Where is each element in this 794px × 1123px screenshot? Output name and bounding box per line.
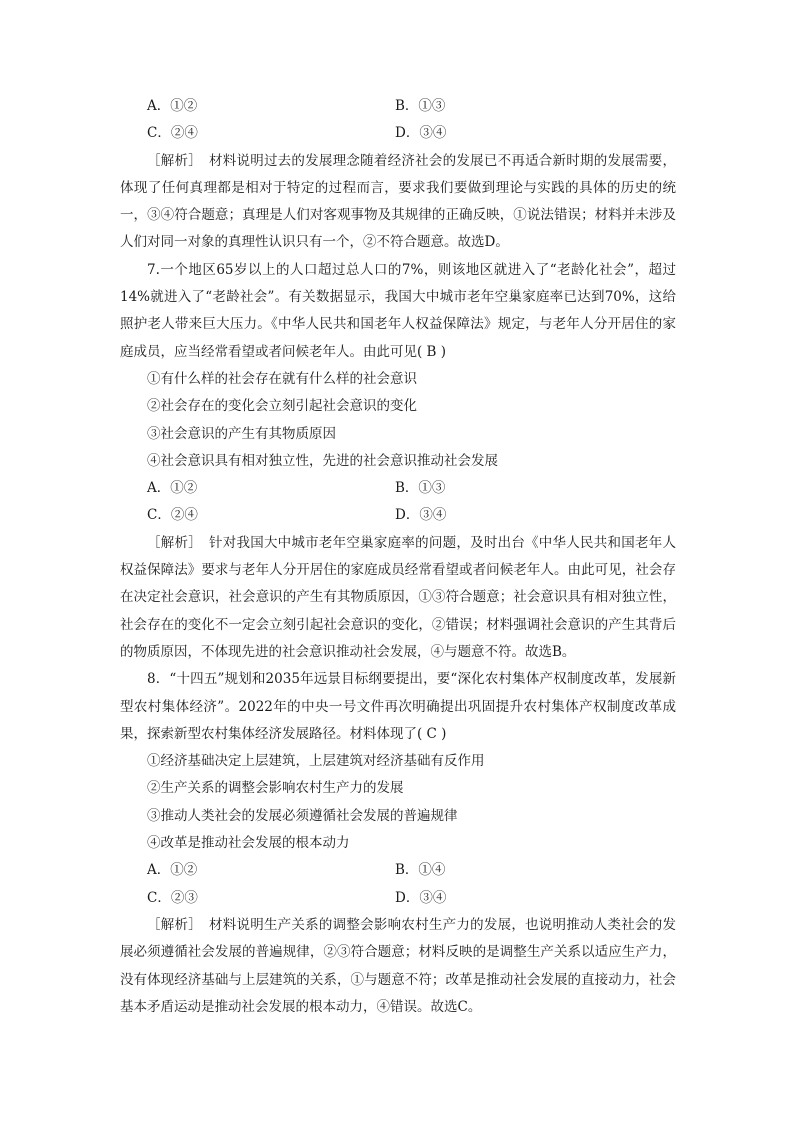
q8-option-b: B．①④ (395, 862, 446, 879)
q6-options-row-1 (120, 93, 676, 120)
q7-option-d: D．③④ (395, 507, 447, 524)
q8-item-1: ①经济基础决定上层建筑，上层建筑对经济基础有反作用 (147, 753, 485, 770)
q7-options-row-1 (120, 475, 676, 502)
q6-option-a: A．①② (147, 98, 198, 114)
q7-stem: 7.一个地区65岁以上的人口超过总人口的7%，则该地区就进入了“老龄化社会”，超过14%就进入了“老龄社会”。有关数据显示，我国大中城市老年空巢家庭率已达到70%，这给照护老人带来巨大压力。《中华人民共和国老年人权益保障法》规定，与老年人分开居住的家庭成员，应当经常看望或者问候老年人。由此可见( B ) (120, 261, 676, 360)
q7-item-2: ②社会存在的变化会立刻引起社会意识的变化 (147, 398, 417, 415)
q6-analysis: ［解析］ 材料说明过去的发展理念随着经济社会的发展已不再适合新时期的发展需要，体现了任何真理都是相对于特定的过程而言，要求我们要做到理论与实践的具体的历史的统一，③④符合题意；真理是人们对客观事物及其规律的正确反映，①说法错误；材料并未涉及人们对同一对象的真理性认识只有一个，②不符合题意。故选D。 (120, 152, 676, 251)
q7-option-a: A．①② (147, 480, 198, 497)
q7-item-4: ④社会意识具有相对独立性，先进的社会意识推动社会发展 (147, 452, 498, 469)
q8-item-3: ③推动人类社会的发展必须遵循社会发展的普遍规律 (147, 807, 458, 824)
q8-analysis: ［解析］ 材料说明生产关系的调整会影响农村生产力的发展，也说明推动人类社会的发展必须遵循社会发展的普遍规律，②③符合题意；材料反映的是调整生产关系以适应生产力，没有体现经济基础与上层建筑的关系，①与题意不符；改革是推动社会发展的直接动力，社会基本矛盾运动是推动社会发展的根本动力，④错误。故选C。 (120, 916, 676, 1015)
q6-options-row-2 (120, 120, 676, 147)
q6-option-c: C．②④ (147, 125, 198, 142)
q8-stem: 8．“十四五”规划和2035年远景目标纲要提出，要“深化农村集体产权制度改革，发展新型农村集体经济”。2022年的中央一号文件再次明确提出巩固提升农村集体产权制度改革成果，探索新型农村集体经济发展路径。材料体现了( C ) (120, 671, 676, 742)
q7-item-1: ①有什么样的社会存在就有什么样的社会意识 (147, 370, 417, 387)
q8-item-2: ②生产关系的调整会影响农村生产力的发展 (147, 780, 404, 797)
q7-option-c: C．②④ (147, 507, 198, 524)
q7-option-b: B．①③ (395, 480, 446, 497)
q8-options-row-1 (120, 857, 676, 884)
q8-options-row-2 (120, 885, 676, 912)
q6-option-d: D．③④ (395, 125, 447, 142)
q7-item-3: ③社会意识的产生有其物质原因 (147, 425, 336, 442)
q8-option-c: C．②③ (147, 889, 198, 906)
q8-option-a: A．①② (147, 862, 198, 879)
q8-option-d: D．③④ (395, 889, 447, 906)
q6-option-b: B．①③ (395, 98, 446, 114)
q7-options-row-2 (120, 502, 676, 529)
q7-analysis: ［解析］ 针对我国大中城市老年空巢家庭率的问题，及时出台《中华人民共和国老年人权益保障法》要求与老年人分开居住的家庭成员经常看望或者问候老年人。由此可见，社会存在决定社会意识，社会意识的产生有其物质原因，①③符合题意；社会意识具有相对独立性，社会存在的变化不一定会立刻引起社会意识的变化，②错误；材料强调社会意识的产生其背后的物质原因，不体现先进的社会意识推动社会发展，④与题意不符。故选B。 (120, 534, 676, 660)
q8-item-4: ④改革是推动社会发展的根本动力 (147, 835, 350, 852)
document-content (120, 93, 676, 1021)
